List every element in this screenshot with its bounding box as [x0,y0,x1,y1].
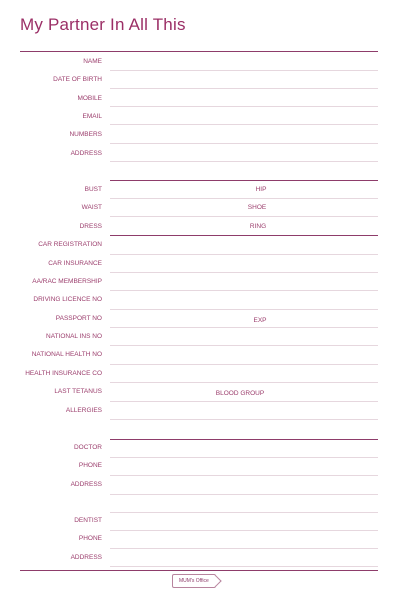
doctor-label: DOCTOR [73,444,102,451]
dentist-line [110,530,378,531]
health-insurance-label: HEALTH INSURANCE CO [25,370,102,377]
sizes-bottom-rule [110,235,378,236]
dress-label: DRESS [79,223,102,230]
waist-line [110,216,378,217]
bust-label: BUST [84,186,102,193]
blood-group-label: BLOOD GROUP [215,390,265,397]
ring-label: RING [249,223,267,230]
driving-licence-label: DRIVING LICENCE NO [33,296,102,303]
exp-label: EXP [253,317,267,324]
national-health-label: NATIONAL HEALTH NO [31,351,102,358]
mobile-line [110,106,378,107]
doctor-address-line-2 [110,512,378,513]
health-insurance-line [110,382,378,383]
driving-licence-line [110,309,378,310]
doctor-top-rule [110,439,378,440]
dentist-label: DENTIST [74,517,102,524]
email-label: EMAIL [82,113,102,120]
car-insurance-label: CAR INSURANCE [48,260,102,267]
hip-label: HIP [255,186,267,193]
car-registration-line [110,254,378,255]
dentist-address-label: ADDRESS [70,554,102,561]
bust-line [110,198,378,199]
brand-logo [172,574,216,588]
last-tetanus-label: LAST TETANUS [54,388,102,395]
numbers-label: NUMBERS [69,131,102,138]
national-ins-line [110,345,378,346]
dob-line [110,88,378,89]
email-line [110,124,378,125]
doctor-phone-line [110,475,378,476]
passport-line [110,327,378,328]
footer-rule [20,570,378,571]
doctor-address-label: ADDRESS [70,481,102,488]
passport-label: PASSPORT NO [55,315,102,322]
name-line [110,70,378,71]
sizes-top-rule [110,180,378,181]
aa-rac-line [110,290,378,291]
mobile-label: MOBILE [77,95,102,102]
aa-rac-label: AA/RAC MEMBERSHIP [32,278,102,285]
logo-text: MUM's Office [179,578,209,584]
dentist-address-line [110,566,378,567]
doctor-line [110,457,378,458]
allergies-line-1 [110,419,378,420]
dentist-phone-line [110,548,378,549]
waist-label: WAIST [81,204,102,211]
allergies-label: ALLERGIES [65,407,102,414]
national-health-line [110,364,378,365]
car-registration-label: CAR REGISTRATION [38,241,102,248]
national-ins-label: NATIONAL INS NO [46,333,102,340]
page-title: My Partner In All This [20,15,186,34]
car-insurance-line [110,272,378,273]
address-label: ADDRESS [70,150,102,157]
address-line-1 [110,161,378,162]
doctor-phone-label: PHONE [78,462,102,469]
title-rule [20,51,378,52]
doctor-address-line-1 [110,494,378,495]
numbers-line [110,143,378,144]
name-label: NAME [83,58,102,65]
last-tetanus-line [110,401,378,402]
shoe-label: SHOE [247,204,267,211]
dentist-phone-label: PHONE [78,535,102,542]
dob-label: DATE OF BIRTH [53,76,102,83]
